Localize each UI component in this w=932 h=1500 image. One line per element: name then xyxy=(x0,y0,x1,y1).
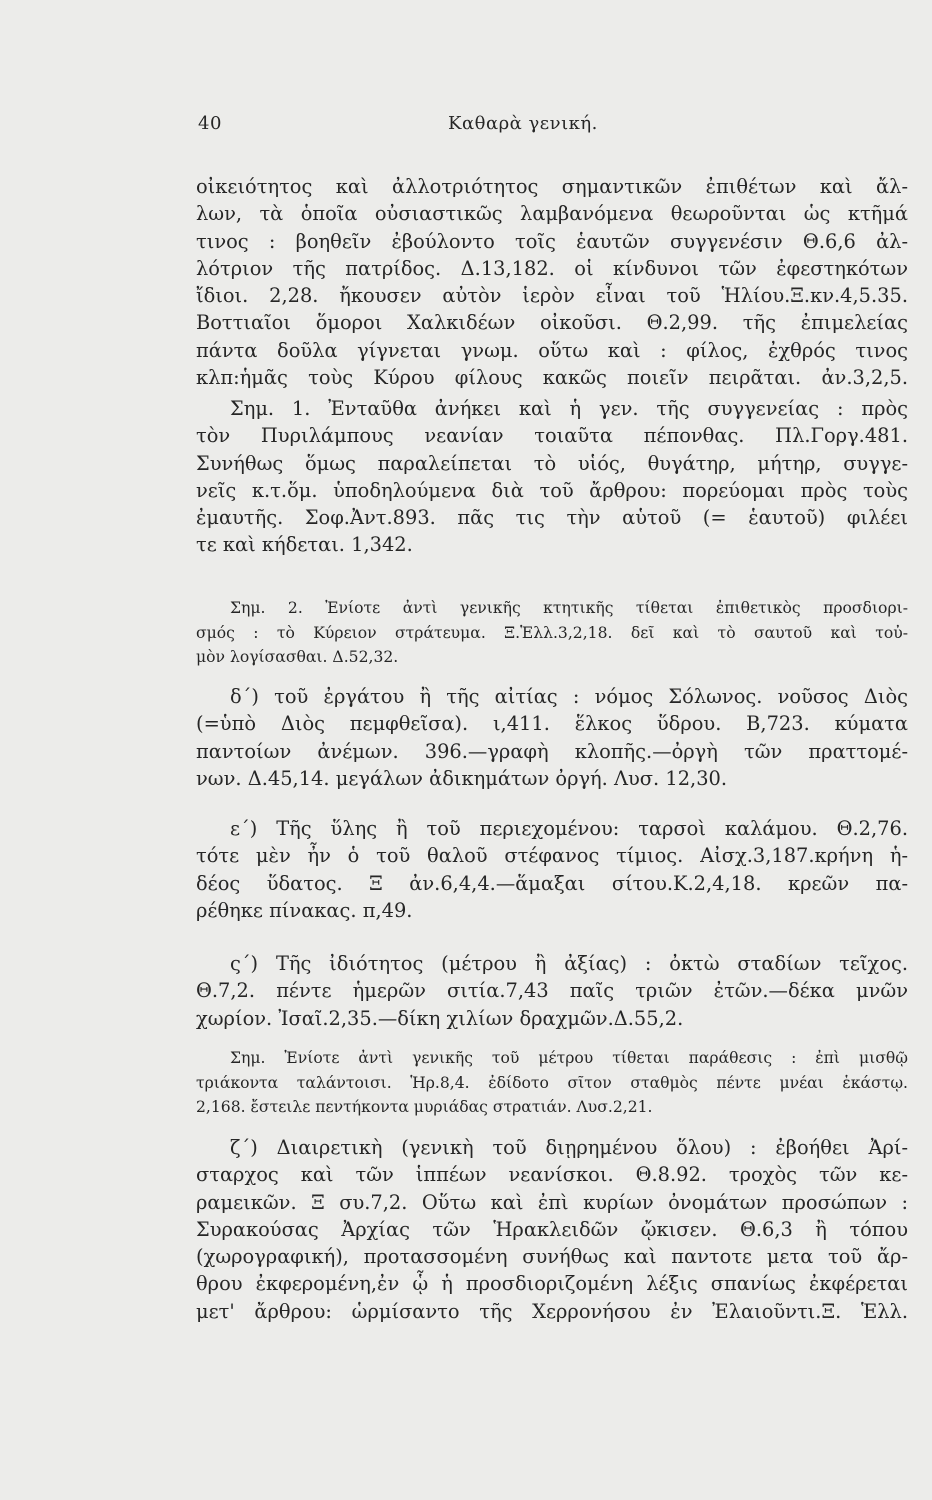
paragraph-zeta xyxy=(196,1134,908,1325)
text-line: σταρχος καὶ τῶν ἱππέων νεανίσκοι. Θ.8.92. τροχὸς τῶν κε- xyxy=(196,1163,908,1187)
text-line: νων. Δ.45,14. μεγάλων ἀδικημάτων ὀργή. Λυσ. 12,30. xyxy=(196,766,728,790)
text-line: λότριον τῆς πατρίδος. Δ.13,182. οἱ κίνδυνοι τῶν ἐφεστηκότων xyxy=(196,256,908,280)
text-line: παντοίων ἀνέμων. 396.—γραφὴ κλοπῆς.—ὀργὴ τῶν πραττομέ- xyxy=(196,739,908,763)
text-line: ς΄) Τῆς ἰδιότητος (μέτρου ἢ ἀξίας) : ὀκτὼ σταδίων τεῖχος. xyxy=(230,952,908,975)
text-line: λων, τὰ ὁποῖα οὐσιαστικῶς λαμβανόμενα θεωροῦνται ὡς κτῆμά xyxy=(196,202,908,226)
text-line: κλπ:ἡμᾶς τοὺς Κύρου φίλους κακῶς ποιεῖν πειρᾶται. ἀν.3,2,5. xyxy=(196,366,908,390)
page-number: 40 xyxy=(198,113,222,134)
text-line: ἴδιοι. 2,28. ἤκουσεν αὐτὸν ἱερὸν εἶναι τοῦ Ἡλίου.Ξ.κν.4,5.35. xyxy=(196,284,908,308)
text-line: τε καὶ κήδεται. 1,342. xyxy=(196,533,413,557)
text-line: (χωρογραφική), προτασσομένη συνήθως καὶ παντοτε μετα τοῦ ἄρ- xyxy=(196,1245,908,1269)
text-line: μετ' ἄρθρου: ὡρμίσαντο τῆς Χερρονήσου ἐν Ἐλαιοῦντι.Ξ. Ἑλλ. xyxy=(196,1299,908,1323)
paragraph-epsilon xyxy=(196,815,908,924)
paragraph-note-1 xyxy=(196,395,908,559)
text-line: ε΄) Τῆς ὕλης ἢ τοῦ περιεχομένου: ταρσοὶ καλάμου. Θ.2,76. xyxy=(230,817,908,840)
text-line: ἐμαυτῆς. Σοφ.Ἀντ.893. πᾶς τις τὴν αὑτοῦ (= ἑαυτοῦ) φιλέει xyxy=(196,506,908,530)
text-line: πάντα δοῦλα γίγνεται γνωμ. οὕτω καὶ : φίλος, ἐχθρός τινος xyxy=(196,338,908,362)
text-line: Σημ. 2. Ἐνίοτε ἀντὶ γενικῆς κτητικῆς τίθεται ἐπιθετικὸς προσδιορι- xyxy=(230,599,908,617)
text-line: δέος ὕδατος. Ξ ἀν.6,4,4.—ἅμαξαι σίτου.Κ.2,4,18. κρεῶν πα- xyxy=(196,871,908,895)
text-line: δ΄) τοῦ ἐργάτου ἢ τῆς αἰτίας : νόμος Σόλωνος. νοῦσος Διὸς xyxy=(230,685,908,708)
text-line: νεῖς κ.τ.ὅμ. ὑποδηλούμενα διὰ τοῦ ἄρθρου: πορεύομαι πρὸς τοὺς xyxy=(196,478,908,502)
paragraph-note-measure xyxy=(196,1046,908,1120)
text-line: Σημ. Ἐνίοτε ἀντὶ γενικῆς τοῦ μέτρου τίθεται παράθεσις : ἐπὶ μισθῷ xyxy=(230,1049,908,1067)
text-line: ρέθηκε πίνακας. π,49. xyxy=(196,898,413,922)
text-line: τὸν Πυριλάμπους νεανίαν τοιαῦτα πέπονθας. Πλ.Γοργ.481. xyxy=(196,424,908,448)
text-line: χωρίον. Ἰσαῖ.2,35.—δίκη χιλίων δραχμῶν.Δ.55,2. xyxy=(196,1006,684,1030)
text-line: ραμεικῶν. Ξ συ.7,2. Οὕτω καὶ ἐπὶ κυρίων ὀνομάτων προσώπων : xyxy=(196,1190,908,1214)
text-line: Συνήθως ὅμως παραλείπεται τὸ υἱός, θυγάτηρ, μήτηρ, συγγε- xyxy=(196,451,908,475)
text-line: Βοττιαῖοι ὅμοροι Χαλκιδέων οἰκοῦσι. Θ.2,99. τῆς ἐπιμελείας xyxy=(196,311,908,335)
paragraph-possession xyxy=(196,173,908,391)
paragraph-note-2 xyxy=(196,596,908,670)
text-line: Θ.7,2. πέντε ἡμερῶν σιτία.7,43 παῖς τριῶν ἐτῶν.—δέκα μνῶν xyxy=(196,979,908,1003)
text-line: τινος : βοηθεῖν ἐβούλοντο τοῖς ἑαυτῶν συγγενέσιν Θ.6,6 ἀλ- xyxy=(196,229,908,253)
running-title: Καθαρὰ γενική. xyxy=(448,113,598,134)
text-line: ζ΄) Διαιρετικὴ (γενικὴ τοῦ διῃρημένου ὅλου) : ἐβοήθει Ἀρί- xyxy=(230,1136,908,1159)
paragraph-delta xyxy=(196,683,908,792)
text-line: θρου ἐκφερομένη,ἐν ᾧ ἡ προσδιοριζομένη λέξις σπανίως ἐκφέρεται xyxy=(196,1272,908,1296)
text-line: (=ὑπὸ Διὸς πεμφθεῖσα). ι,411. ἕλκος ὕδρου. Β,723. κύματα xyxy=(196,712,908,736)
text-line: Σημ. 1. Ἐνταῦθα ἀνήκει καὶ ἡ γεν. τῆς συγγενείας : πρὸς xyxy=(230,397,908,420)
text-line: τότε μὲν ἦν ὁ τοῦ θαλοῦ στέφανος τίμιος. Αἰσχ.3,187.κρήνη ἡ- xyxy=(196,844,908,868)
text-line: οἰκειότητος καὶ ἀλλοτριότητος σημαντικῶν ἐπιθέτων καὶ ἄλ- xyxy=(196,175,908,198)
text-line: τριάκοντα ταλάντοισι. Ἡρ.8,4. ἐδίδοτο σῖτον σταθμὸς πέντε μνέαι ἑκάστῳ. xyxy=(196,1073,908,1092)
text-line: 2,168. ἔστειλε πεντήκοντα μυριάδας στρατιάν. Λυσ.2,21. xyxy=(196,1098,653,1116)
text-line: μὸν λογίσασθαι. Δ.52,32. xyxy=(196,648,399,666)
paragraph-stigma xyxy=(196,950,908,1032)
text-line: σμός : τὸ Κύρειον στράτευμα. Ξ.Ἑλλ.3,2,18. δεῖ καὶ τὸ σαυτοῦ καὶ τοὐ- xyxy=(196,623,908,642)
text-line: Συρακούσας Ἀρχίας τῶν Ἡρακλειδῶν ᾤκισεν. Θ.6,3 ἢ τόπου xyxy=(196,1217,908,1241)
